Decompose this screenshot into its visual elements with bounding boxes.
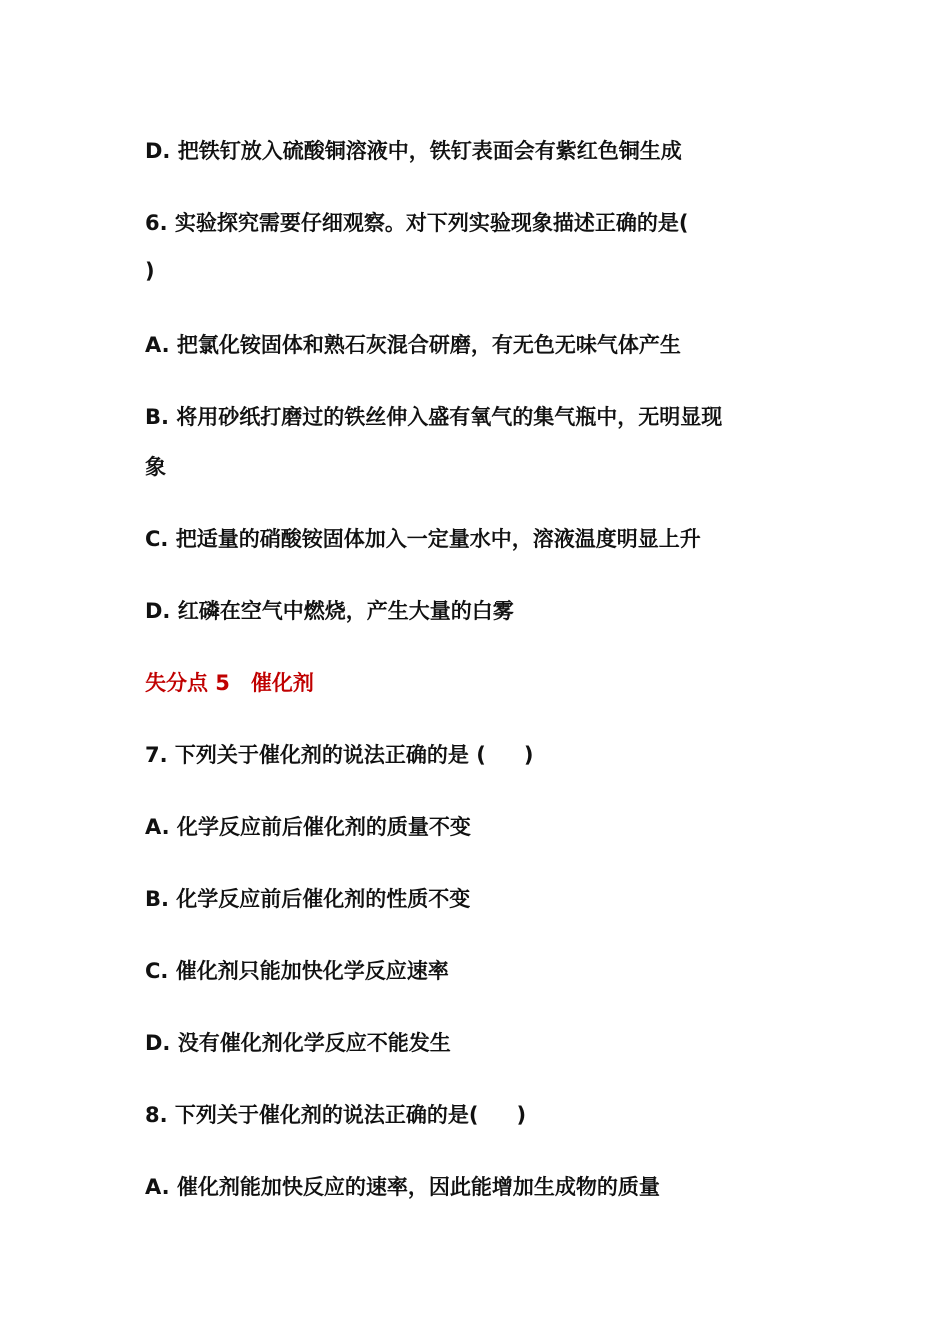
question-7-stem xyxy=(145,743,825,767)
question-7-option-c: C. 催化剂只能加快化学反应速率 xyxy=(145,959,449,983)
question-6-option-b: B. 将用砂纸打磨过的铁丝伸入盛有氧气的集气瓶中，无明显现 xyxy=(145,405,723,429)
question-7-option-b: B. 化学反应前后催化剂的性质不变 xyxy=(145,887,471,911)
question-7-option-a: A. 化学反应前后催化剂的质量不变 xyxy=(145,815,471,839)
question-7-stem-text: 7. 下列关于催化剂的说法正确的是 ( xyxy=(145,743,486,767)
option-d-iron-nail: D. 把铁钉放入硫酸铜溶液中，铁钉表面会有紫红色铜生成 xyxy=(145,139,682,163)
question-6-stem: 6. 实验探究需要仔细观察。对下列实验现象描述正确的是( xyxy=(145,211,689,235)
question-7-option-d: D. 没有催化剂化学反应不能发生 xyxy=(145,1031,451,1055)
question-8-option-a: A. 催化剂能加快反应的速率，因此能增加生成物的质量 xyxy=(145,1175,660,1199)
question-8-stem xyxy=(145,1103,825,1127)
question-8-stem-close: ) xyxy=(516,1103,527,1127)
question-6-option-a: A. 把氯化铵固体和熟石灰混合研磨，有无色无味气体产生 xyxy=(145,333,681,357)
question-8-stem-text: 8. 下列关于催化剂的说法正确的是( xyxy=(145,1103,479,1127)
question-6-stem-close: ) xyxy=(145,259,155,283)
question-6-option-b-cont: 象 xyxy=(145,455,166,479)
question-6-option-c: C. 把适量的硝酸铵固体加入一定量水中，溶液温度明显上升 xyxy=(145,527,701,551)
question-7-stem-close: ) xyxy=(523,743,534,767)
section-heading-catalyst: 失分点 5 催化剂 xyxy=(145,671,314,695)
question-6-option-d: D. 红磷在空气中燃烧，产生大量的白雾 xyxy=(145,599,514,623)
